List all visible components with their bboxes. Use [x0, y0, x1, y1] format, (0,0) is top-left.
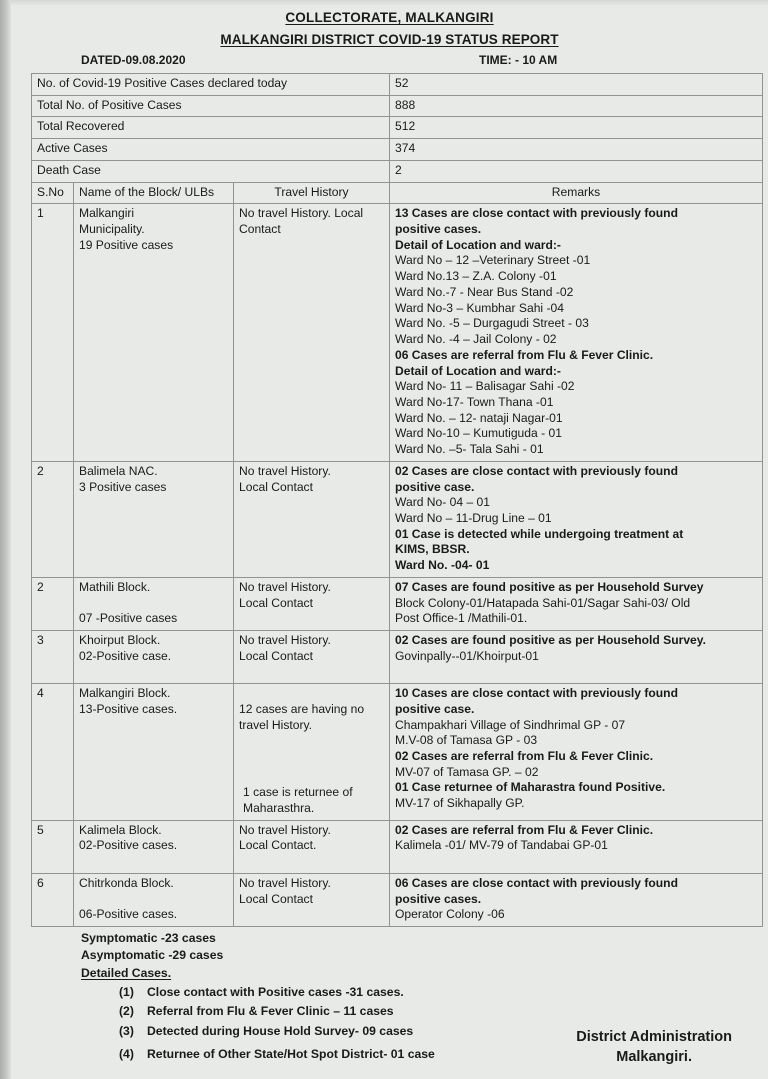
- block-name-line: [79, 495, 228, 511]
- cell-sno: 2: [32, 461, 74, 577]
- remark-line: Ward No. -4 – Jail Colony - 02: [395, 332, 557, 347]
- remark-line: 10 Cases are close contact with previously found: [395, 686, 678, 701]
- remark-line: Operator Colony -06: [395, 907, 505, 922]
- remark-line: Ward No. -5 – Durgagudi Street - 03: [395, 316, 589, 331]
- detailed-case-text: Close contact with Positive cases -31 cases.: [147, 985, 404, 1000]
- remark-line: positive case.: [395, 701, 475, 716]
- table-row: [32, 204, 763, 462]
- detailed-case-text: Detected during House Hold Survey- 09 cases: [147, 1023, 414, 1038]
- asymptomatic-count: Asymptomatic -29 cases: [81, 948, 224, 963]
- block-name-line: Mathili Block.: [79, 579, 151, 594]
- cell-sno: 4: [32, 684, 74, 821]
- block-name-line: Khoirput Block.: [79, 633, 161, 647]
- block-details-table: [31, 182, 763, 927]
- block-name-line: 13-Positive cases.: [79, 701, 178, 716]
- travel-history-line: No travel History.: [239, 875, 331, 890]
- summary-label: Death Case: [32, 160, 390, 182]
- remark-line: Block Colony-01/Hatapada Sahi-01/Sagar Sahi-03/ Old: [395, 595, 691, 610]
- remark-line: Ward No – 11-Drug Line – 01: [395, 510, 552, 525]
- cell-remarks: [390, 631, 763, 684]
- document-content: [11, 0, 768, 1079]
- cell-sno: 5: [32, 820, 74, 873]
- travel-history-line: No travel History.: [239, 579, 331, 594]
- travel-history-line: No travel History.: [239, 822, 331, 837]
- remark-line: Detail of Location and ward:-: [395, 363, 561, 378]
- summary-row: [32, 117, 763, 139]
- cell-travel-history: [234, 577, 390, 630]
- table-row: [32, 631, 763, 684]
- travel-history-line: No travel History. Local: [239, 206, 364, 221]
- summary-label: Total Recovered: [32, 117, 390, 139]
- travel-gap: [239, 733, 384, 785]
- remark-line: Ward No-3 – Kumbhar Sahi -04: [395, 300, 564, 315]
- detailed-cases-heading: Detailed Cases.: [81, 965, 172, 980]
- signature-authority: District Administration: [576, 1029, 732, 1045]
- cell-sno: 6: [32, 873, 74, 926]
- summary-value: 888: [390, 95, 763, 117]
- symptomatic-count: Symptomatic -23 cases: [81, 931, 216, 946]
- block-name-line: 02-Positive case.: [79, 648, 172, 663]
- remark-line: Ward No.-7 - Near Bus Stand -02: [395, 284, 574, 299]
- signature-block: [576, 1027, 732, 1067]
- block-name-line: 02-Positive cases.: [79, 838, 178, 853]
- travel-history-line: 12 cases are having no: [239, 701, 365, 716]
- remark-line: Ward No – 12 –Veterinary Street -01: [395, 253, 591, 268]
- remark-line: 01 Case is detected while undergoing treatment at: [395, 526, 684, 541]
- cell-travel-history: [234, 873, 390, 926]
- travel-history-line: Local Contact.: [239, 838, 317, 853]
- summary-value: 2: [390, 160, 763, 182]
- block-name-line: Balimela NAC.: [79, 463, 158, 478]
- block-name-line: Malkangiri Block.: [79, 686, 171, 701]
- cell-sno: 2: [32, 577, 74, 630]
- cell-sno: 1: [32, 204, 74, 462]
- remark-line: positive cases.: [395, 222, 482, 237]
- block-name-line: Kalimela Block.: [79, 822, 162, 837]
- block-name-line: [79, 664, 228, 680]
- cell-remarks: [390, 820, 763, 873]
- cell-travel-history: [234, 631, 390, 684]
- block-name-line: 07 -Positive cases: [79, 611, 178, 626]
- table-header-row: [32, 182, 763, 204]
- travel-history-line: Local Contact: [239, 891, 313, 906]
- detailed-case-item: [31, 984, 768, 1001]
- travel-history-line: No travel History.: [239, 463, 331, 478]
- summary-row: [32, 139, 763, 161]
- remark-line: Ward No.13 – Z.A. Colony -01: [395, 269, 557, 284]
- remark-line: 01 Case returnee of Maharastra found Positive.: [395, 780, 666, 795]
- remark-line: 02 Cases are close contact with previously found: [395, 463, 678, 478]
- summary-label: Total No. of Positive Cases: [32, 95, 390, 117]
- table-row: [32, 820, 763, 873]
- block-name-line: Malkangiri: [79, 206, 135, 221]
- cell-travel-history: [234, 204, 390, 462]
- table-row: [32, 461, 763, 577]
- summary-row: [32, 160, 763, 182]
- cell-remarks: [390, 873, 763, 926]
- summary-table: [31, 73, 763, 183]
- travel-history-line: Local Contact: [239, 479, 313, 494]
- remark-line: Ward No. -04- 01: [395, 558, 490, 573]
- remark-line: 02 Cases are referral from Flu & Fever Clinic.: [395, 822, 654, 837]
- cell-remarks: [390, 684, 763, 821]
- remark-line: Ward No-10 – Kumutiguda - 01: [395, 426, 562, 441]
- report-title: MALKANGIRI DISTRICT COVID-19 STATUS REPORT: [220, 32, 559, 47]
- block-name-line: [79, 854, 228, 870]
- detailed-case-text: Referral from Flu & Fever Clinic – 11 cases: [147, 1004, 394, 1019]
- remark-line: KIMS, BBSR.: [395, 542, 470, 557]
- summary-value: 512: [390, 117, 763, 139]
- detailed-case-item: [31, 1003, 768, 1020]
- remark-line: Ward No-17- Town Thana -01: [395, 394, 554, 409]
- office-title: COLLECTORATE, MALKANGIRI: [285, 10, 494, 25]
- remark-line: 07 Cases are found positive as per Household Survey: [395, 579, 704, 594]
- detailed-case-number: (3): [119, 1023, 134, 1038]
- block-name-line: [79, 596, 228, 612]
- cell-block-name: [74, 461, 234, 577]
- remark-line: Govinpally--01/Khoirput-01: [395, 648, 539, 663]
- cell-remarks: [390, 204, 763, 462]
- travel-history-line: No travel History.: [239, 633, 331, 647]
- remark-line: Ward No- 04 – 01: [395, 495, 491, 510]
- block-name-line: [79, 718, 228, 734]
- signature-district: Malkangiri.: [616, 1049, 692, 1065]
- remark-line: Kalimela -01/ MV-79 of Tandabai GP-01: [395, 838, 608, 853]
- block-name-line: [79, 892, 228, 908]
- cell-remarks: [390, 461, 763, 577]
- header-block-name: Name of the Block/ ULBs: [74, 182, 234, 204]
- remark-line: 02 Cases are found positive as per Household Survey.: [395, 633, 706, 647]
- header-sno: S.No: [32, 182, 74, 204]
- remark-line: Detail of Location and ward:-: [395, 237, 561, 252]
- scan-left-edge: [0, 0, 11, 1079]
- remark-line: Post Office-1 /Mathili-01.: [395, 611, 528, 626]
- remark-line: 02 Cases are referral from Flu & Fever Clinic.: [395, 749, 654, 764]
- cell-block-name: [74, 684, 234, 821]
- cell-remarks: [390, 577, 763, 630]
- document-header: [11, 0, 768, 47]
- table-row: [32, 873, 763, 926]
- cell-block-name: [74, 820, 234, 873]
- cell-block-name: [74, 631, 234, 684]
- detailed-case-number: (2): [119, 1004, 134, 1019]
- summary-label: No. of Covid-19 Positive Cases declared today: [32, 74, 390, 96]
- remark-line: Ward No. –5- Tala Sahi - 01: [395, 442, 544, 457]
- block-name-line: Municipality.: [79, 222, 145, 237]
- remark-line: 06 Cases are referral from Flu & Fever Clinic.: [395, 347, 654, 362]
- cell-sno: 3: [32, 631, 74, 684]
- remark-line: Ward No. – 12- nataji Nagar-01: [395, 410, 563, 425]
- travel-history-line: 1 case is returnee of: [243, 785, 353, 800]
- cell-block-name: [74, 204, 234, 462]
- report-meta: [11, 53, 768, 73]
- cell-travel-history: [234, 684, 390, 821]
- remark-line: 13 Cases are close contact with previously found: [395, 206, 678, 221]
- remark-line: positive cases.: [395, 891, 482, 906]
- detailed-case-number: (4): [119, 1047, 134, 1062]
- summary-row: [32, 95, 763, 117]
- remark-line: M.V-08 of Tamasa GP - 03: [395, 733, 538, 748]
- table-row: [32, 684, 763, 821]
- report-date: DATED-09.08.2020: [81, 53, 186, 67]
- summary-label: Active Cases: [32, 139, 390, 161]
- cell-travel-history: [234, 820, 390, 873]
- report-time: TIME: - 10 AM: [479, 53, 558, 67]
- travel-history-line: Contact: [239, 222, 281, 237]
- cell-block-name: [74, 873, 234, 926]
- remark-line: positive case.: [395, 479, 475, 494]
- detailed-case-number: (1): [119, 985, 134, 1000]
- block-name-line: 3 Positive cases: [79, 479, 167, 494]
- travel-history-line: Local Contact: [239, 595, 313, 610]
- cell-block-name: [74, 577, 234, 630]
- remark-line: Ward No- 11 – Balisagar Sahi -02: [395, 379, 575, 394]
- table-row: [32, 577, 763, 630]
- remark-line: MV-07 of Tamasa GP. – 02: [395, 764, 539, 779]
- remark-line: Champakhari Village of Sindhrimal GP - 07: [395, 717, 626, 732]
- block-name-line: 06-Positive cases.: [79, 907, 178, 922]
- detailed-case-text: Returnee of Other State/Hot Spot District- 01 case: [147, 1047, 435, 1062]
- block-name-line: Chitrkonda Block.: [79, 875, 174, 890]
- remark-line: MV-17 of Sikhapally GP.: [395, 796, 525, 811]
- remark-line: 06 Cases are close contact with previously found: [395, 875, 678, 890]
- summary-value: 374: [390, 139, 763, 161]
- cell-travel-history: [234, 461, 390, 577]
- header-travel-history: Travel History: [234, 182, 390, 204]
- summary-row: [32, 74, 763, 96]
- travel-history-line: Maharasthra.: [243, 801, 315, 816]
- travel-top-pad: [239, 686, 384, 702]
- travel-history-line: travel History.: [239, 717, 313, 732]
- header-remarks: Remarks: [390, 182, 763, 204]
- summary-value: 52: [390, 74, 763, 96]
- block-name-line: 19 Positive cases: [79, 237, 174, 252]
- travel-history-line: Local Contact: [239, 648, 313, 663]
